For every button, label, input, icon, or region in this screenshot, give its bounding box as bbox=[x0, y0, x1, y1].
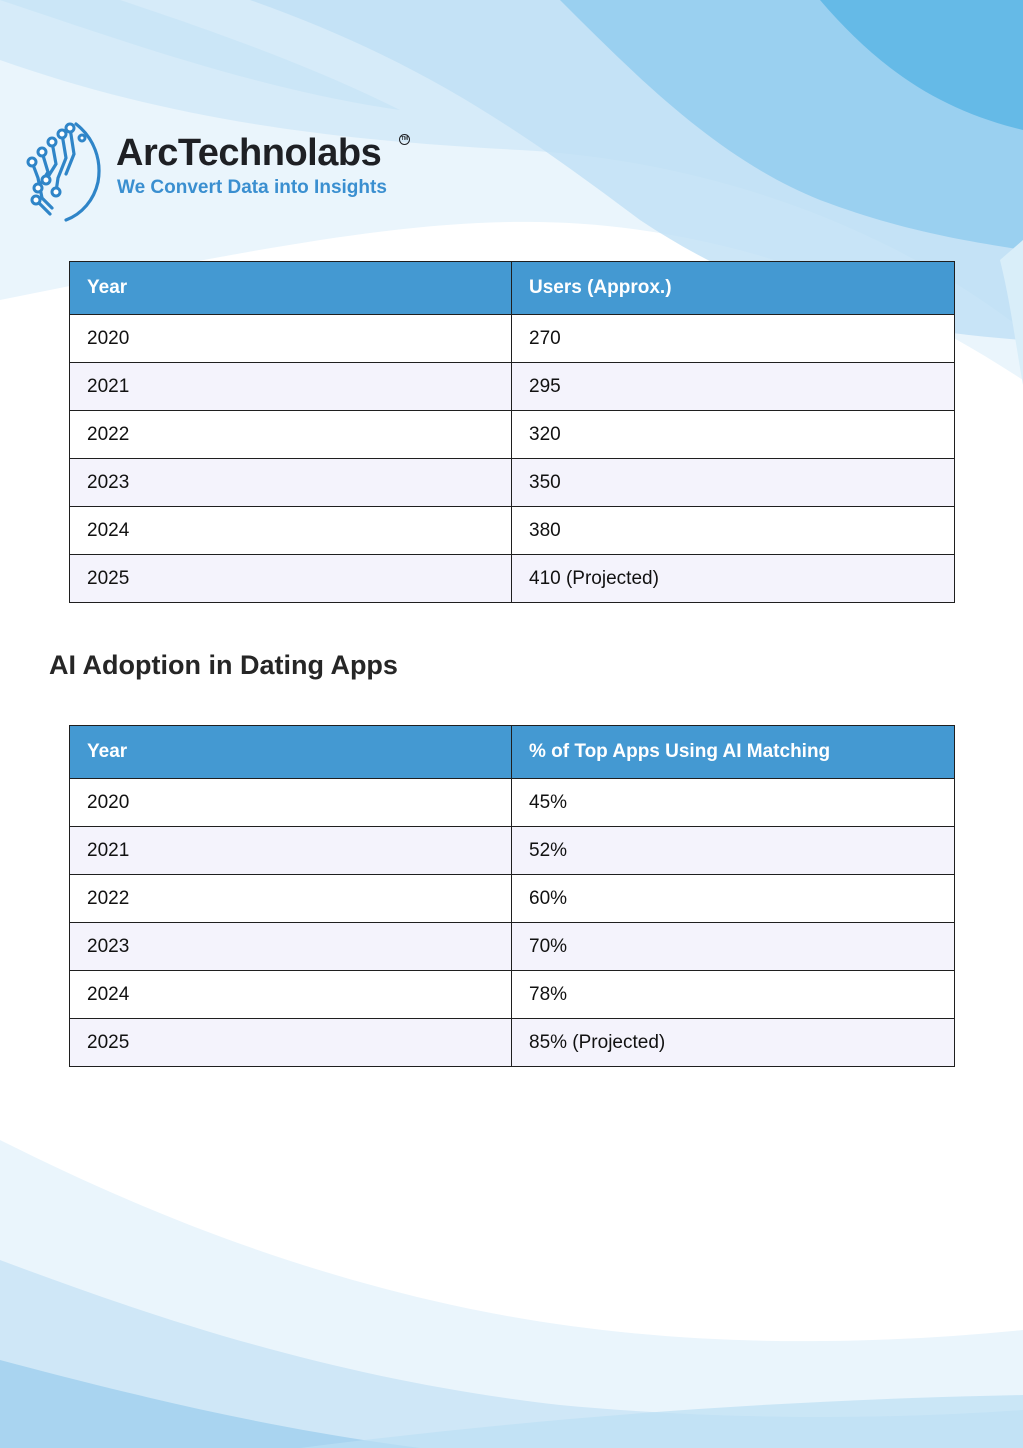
users-cell: 410 (Projected) bbox=[512, 555, 955, 603]
table-row bbox=[70, 779, 955, 827]
users-cell: 295 bbox=[512, 363, 955, 411]
percent-cell: 52% bbox=[512, 827, 955, 875]
percent-cell: 60% bbox=[512, 875, 955, 923]
table-header-row bbox=[70, 262, 955, 315]
brand-logo bbox=[22, 118, 422, 223]
table-row bbox=[70, 923, 955, 971]
year-cell: 2021 bbox=[70, 827, 512, 875]
users-cell: 350 bbox=[512, 459, 955, 507]
brand-tagline: We Convert Data into Insights bbox=[117, 177, 387, 198]
year-cell: 2023 bbox=[70, 923, 512, 971]
brand-name: ArcTechnolabs bbox=[116, 132, 382, 174]
table-row bbox=[70, 555, 955, 603]
ai-adoption-table bbox=[69, 725, 955, 1067]
table-header-row bbox=[70, 726, 955, 779]
column-header-ai-matching: % of Top Apps Using AI Matching bbox=[512, 726, 955, 779]
year-cell: 2021 bbox=[70, 363, 512, 411]
percent-cell: 85% (Projected) bbox=[512, 1019, 955, 1067]
percent-cell: 78% bbox=[512, 971, 955, 1019]
year-cell: 2023 bbox=[70, 459, 512, 507]
table-row bbox=[70, 363, 955, 411]
trademark-symbol: TM bbox=[399, 134, 410, 145]
year-cell: 2020 bbox=[70, 315, 512, 363]
users-table bbox=[69, 261, 955, 603]
users-cell: 270 bbox=[512, 315, 955, 363]
column-header-year: Year bbox=[70, 726, 512, 779]
table-row bbox=[70, 507, 955, 555]
table-row bbox=[70, 411, 955, 459]
year-cell: 2025 bbox=[70, 555, 512, 603]
year-cell: 2022 bbox=[70, 411, 512, 459]
circuit-hand-icon bbox=[22, 118, 108, 222]
table-row bbox=[70, 875, 955, 923]
users-cell: 380 bbox=[512, 507, 955, 555]
column-header-year: Year bbox=[70, 262, 512, 315]
year-cell: 2022 bbox=[70, 875, 512, 923]
users-cell: 320 bbox=[512, 411, 955, 459]
year-cell: 2024 bbox=[70, 507, 512, 555]
year-cell: 2024 bbox=[70, 971, 512, 1019]
section-heading: AI Adoption in Dating Apps bbox=[49, 650, 398, 680]
table-row bbox=[70, 971, 955, 1019]
column-header-users: Users (Approx.) bbox=[512, 262, 955, 315]
table-row bbox=[70, 315, 955, 363]
table-row bbox=[70, 827, 955, 875]
year-cell: 2020 bbox=[70, 779, 512, 827]
table-row bbox=[70, 1019, 955, 1067]
percent-cell: 45% bbox=[512, 779, 955, 827]
table-row bbox=[70, 459, 955, 507]
percent-cell: 70% bbox=[512, 923, 955, 971]
year-cell: 2025 bbox=[70, 1019, 512, 1067]
